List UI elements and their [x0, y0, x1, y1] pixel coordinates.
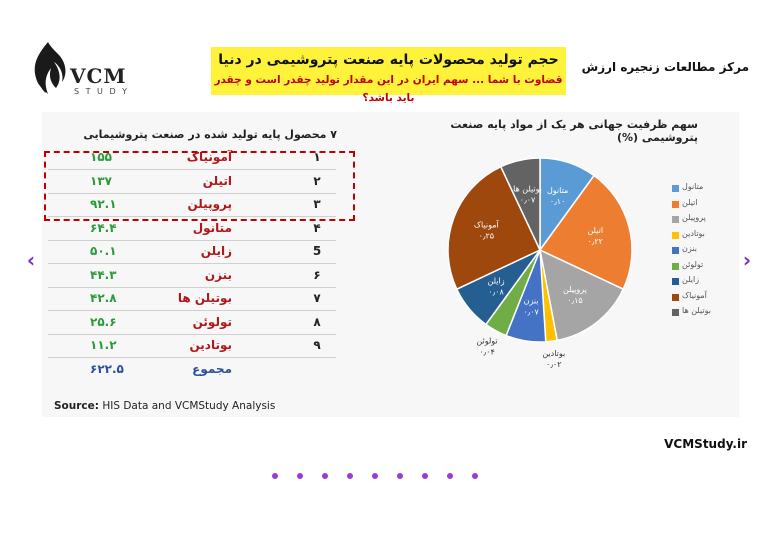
total-value: ۶۲۲.۵ [90, 361, 124, 376]
org-name: مرکز مطالعات زنجیره ارزش [581, 60, 749, 74]
legend-item [672, 260, 732, 276]
slice-value-label: ۰٫۰۷ [523, 307, 539, 317]
legend-swatch [672, 263, 679, 270]
legend-swatch [672, 232, 679, 239]
row-product: تولوئن [192, 314, 232, 329]
slide-pagination [272, 473, 502, 481]
legend-swatch [672, 278, 679, 285]
slice-name-label: تولوئن [476, 336, 498, 346]
row-rank: ۶ [313, 267, 321, 282]
pagination-dot[interactable] [472, 473, 478, 479]
next-slide-button[interactable] [738, 249, 756, 271]
row-value: ۹۲.۱ [90, 197, 117, 211]
row-product: پروپیلن [187, 197, 232, 211]
legend-item [672, 182, 732, 198]
legend-label: بنزن [682, 244, 697, 253]
row-value: ۵۰.۱ [90, 244, 117, 258]
vcm-logo [18, 32, 148, 107]
row-value: ۱۵۵ [90, 150, 112, 164]
legend-label: پروپیلن [682, 213, 706, 222]
logo-text: VCM [70, 64, 127, 88]
slice-value-label: ۰٫۱۵ [567, 296, 583, 306]
logo-subtext: S T U D Y [74, 87, 130, 96]
legend-label: زایلن [682, 275, 700, 284]
row-rank: ۱ [313, 150, 321, 164]
legend-item [672, 291, 732, 307]
row-product: بوتیلن ها [177, 291, 232, 305]
pie-chart [400, 130, 680, 390]
slice-value-label: ۰٫۱۰ [549, 196, 566, 206]
source-note: Source: HIS Data and VCMStudy Analysis [54, 400, 276, 412]
table-row [48, 242, 336, 264]
row-rank: ۳ [313, 197, 321, 211]
slice-value-label: ۰٫۰۸ [488, 287, 504, 297]
table-row [48, 289, 336, 311]
pagination-dot[interactable] [347, 473, 353, 479]
row-rank: ۷ [313, 291, 321, 305]
slice-name-label: بوتیلن ها [513, 184, 543, 194]
row-rank: ۸ [313, 314, 321, 329]
pagination-dot[interactable] [322, 473, 328, 479]
row-product: اتیلن [202, 173, 232, 188]
legend-label: بوتیلن ها [682, 306, 711, 315]
chevron-right-icon: › [742, 248, 752, 272]
legend-label: اتیلن [682, 197, 698, 207]
pagination-dot[interactable] [397, 473, 403, 479]
chevron-left-icon: ‹ [26, 248, 36, 272]
legend-label: بوتادین [682, 228, 705, 238]
headline-box [211, 47, 566, 104]
legend-swatch [672, 185, 679, 192]
row-value: ۱۳۷ [90, 173, 112, 188]
legend-item [672, 306, 732, 322]
slice-value-label: ۰٫۲۲ [587, 236, 603, 246]
pagination-dot[interactable] [422, 473, 428, 479]
legend-swatch [672, 247, 679, 254]
top3-highlight [44, 151, 355, 221]
slice-name-label: اتیلن [587, 225, 604, 235]
slice-name-label: بنزن [523, 296, 539, 306]
legend-item [672, 229, 732, 245]
table-row [48, 219, 336, 241]
row-product: متانول [192, 220, 232, 235]
total-label: مجموع [192, 361, 232, 376]
legend-swatch [672, 294, 679, 301]
row-value: ۱۱.۲ [90, 338, 117, 352]
slice-name-label: آمونیاک [473, 220, 499, 230]
table-row [48, 336, 336, 358]
legend-swatch [672, 201, 679, 208]
site-url: VCMStudy.ir [664, 437, 747, 451]
row-value: ۴۲.۸ [90, 291, 117, 305]
row-rank: ۴ [313, 220, 321, 235]
table-total-row [48, 360, 336, 381]
row-value: ۴۴.۳ [90, 267, 117, 282]
chart-title: سهم ظرفیت جهانی هر یک از مواد پایه صنعت پتروشیمی (%) [450, 118, 698, 144]
legend-item [672, 198, 732, 214]
slice-name-label: متانول [546, 185, 569, 195]
pagination-dot[interactable] [272, 473, 278, 479]
table-row [48, 313, 336, 335]
legend-item [672, 275, 732, 291]
pagination-dot[interactable] [447, 473, 453, 479]
legend-label: آمونیاک [682, 290, 707, 300]
row-rank: 5 [312, 244, 322, 258]
slice-value-label: ۰٫۰۲ [546, 360, 562, 370]
slice-name-label: زایلن [487, 276, 505, 286]
subheadline: قضاوت با شما ... سهم ایران در این مقدار تولید چقدر است و چقدر باید باشد؟ [214, 74, 563, 104]
legend-item [672, 244, 732, 260]
slice-name-label: پروپیلن [563, 285, 587, 295]
pagination-dot[interactable] [372, 473, 378, 479]
slice-value-label: ۰٫۰۷ [519, 195, 536, 205]
row-value: ۲۵.۶ [90, 314, 117, 329]
headline: حجم تولید محصولات پایه صنعت پتروشیمی در دنیا [218, 52, 559, 68]
legend-label: متانول [682, 182, 704, 191]
legend-label: تولوئن [682, 259, 704, 269]
slice-value-label: ۰٫۰۴ [479, 347, 495, 357]
legend-swatch [672, 216, 679, 223]
row-product: آمونیاک [186, 150, 232, 164]
chart-legend [672, 182, 732, 322]
row-value: ۶۴.۴ [90, 220, 117, 235]
pagination-dot[interactable] [297, 473, 303, 479]
row-rank: ۹ [313, 338, 321, 352]
legend-item [672, 213, 732, 229]
slice-name-label: بوتادین [542, 349, 566, 359]
prev-slide-button[interactable] [22, 249, 40, 271]
row-product: زایلن [200, 244, 232, 258]
table-row [48, 266, 336, 288]
slice-value-label: ۰٫۲۵ [478, 231, 495, 241]
legend-swatch [672, 309, 679, 316]
row-product: بوتادین [189, 338, 232, 352]
row-product: بنزن [204, 267, 232, 282]
row-rank: ۲ [313, 173, 321, 188]
table-title: ۷ محصول پایه تولید شده در صنعت پتروشیمایی [83, 128, 337, 141]
